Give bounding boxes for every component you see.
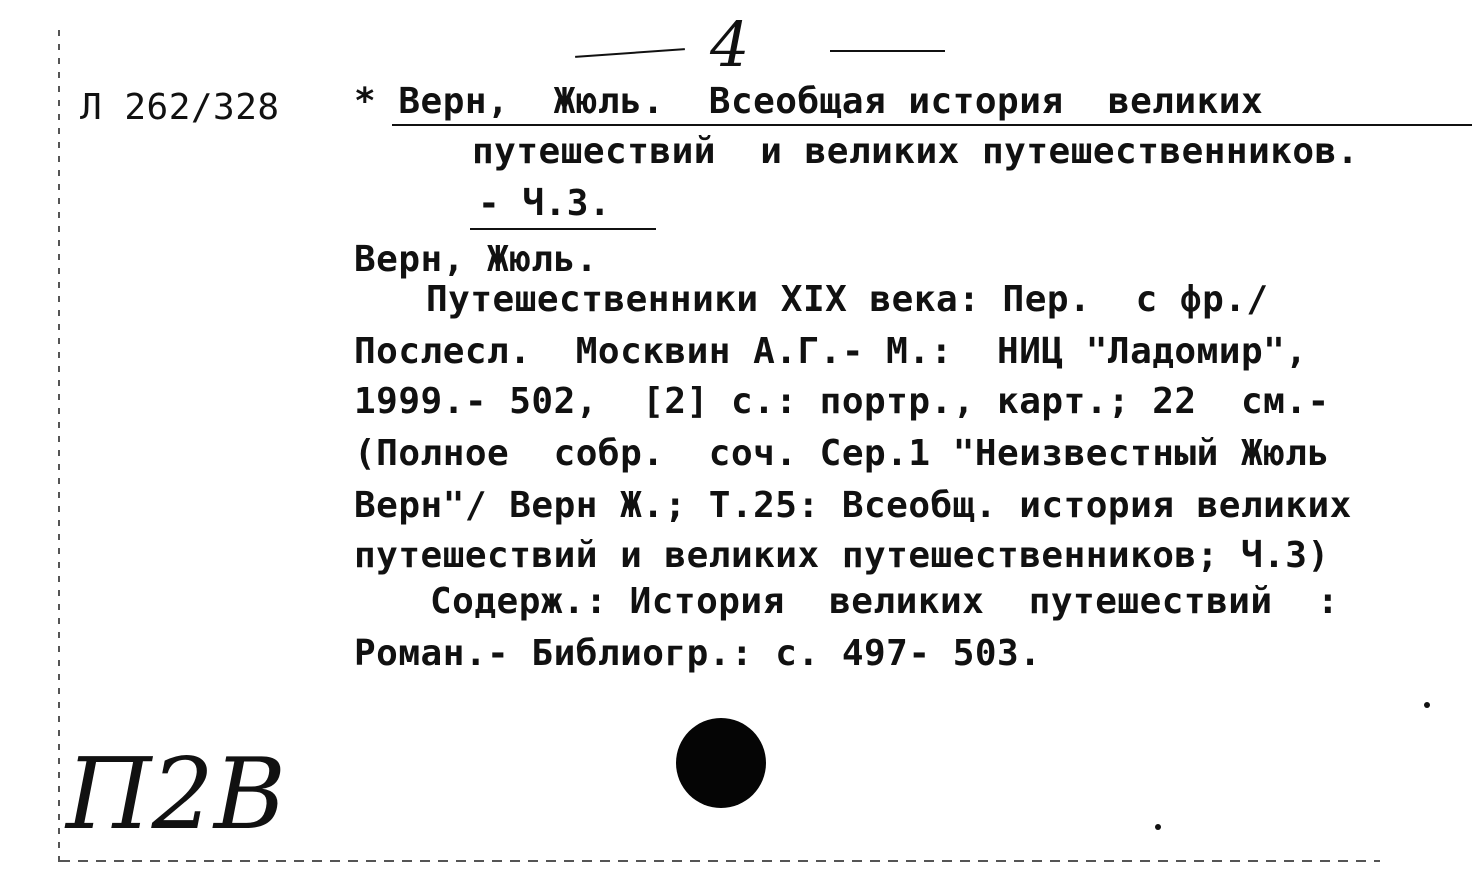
- contents-line: Роман.- Библиогр.: с. 497- 503.: [354, 633, 1042, 674]
- card-bottom-edge: [60, 860, 1380, 862]
- handwritten-code: П2В: [66, 738, 286, 852]
- page-mark-dash-right: [830, 50, 945, 52]
- contents-line: Содерж.: История великих путешествий :: [430, 581, 1340, 622]
- series-heading-line2: путешествий и великих путешественников.: [472, 131, 1359, 172]
- call-number: Л 262/328: [80, 87, 280, 128]
- punch-hole: [676, 718, 766, 808]
- card-left-edge: [58, 30, 60, 870]
- speck: [1424, 702, 1430, 708]
- page-mark-dash-left: [575, 48, 685, 58]
- body-line: Путешественники XIX века: Пер. с фр./: [426, 279, 1269, 320]
- series-heading-line1: * Верн, Жюль. Всеобщая история великих: [354, 81, 1264, 122]
- series-heading-underline: [392, 124, 1472, 126]
- body-line: 1999.- 502, [2] с.: портр., карт.; 22 см.-: [354, 381, 1330, 422]
- body-line: Послесл. Москвин А.Г.- М.: НИЦ "Ладомир",: [354, 331, 1308, 372]
- author-heading: Верн, Жюль.: [354, 239, 598, 280]
- page-mark: 4: [710, 8, 750, 81]
- speck: [1155, 824, 1161, 830]
- body-line: путешествий и великих путешественников; Ч.3): [354, 535, 1330, 576]
- series-heading-line3-underline: [470, 228, 656, 230]
- body-line: Верн"/ Верн Ж.; Т.25: Всеобщ. история великих: [354, 485, 1352, 526]
- body-line: (Полное собр. соч. Сер.1 "Неизвестный Жюль: [354, 433, 1330, 474]
- series-heading-line3: - Ч.3.: [478, 183, 612, 224]
